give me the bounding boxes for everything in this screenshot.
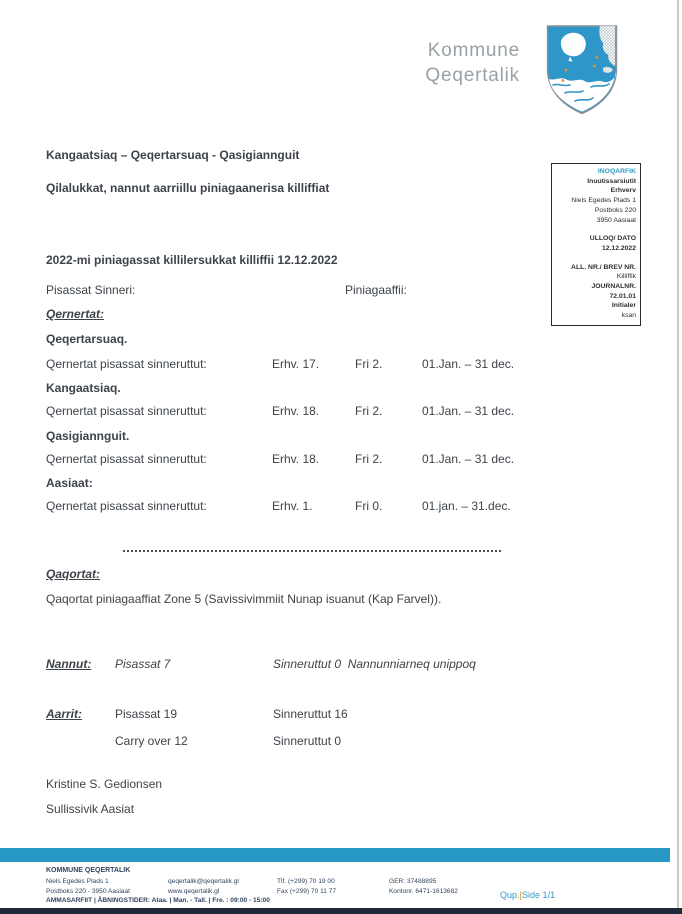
page-number-pipe: | [519,890,523,900]
letterhead-info-box [551,163,641,326]
quota-fri: Fri 2. [355,404,383,418]
footer-email: qeqertalik@qeqertalik.gl [168,878,239,885]
footer-org-name: KOMMUNE QEQERTALIK [46,867,131,874]
quota-period: 01.Jan. – 31 dec. [422,357,515,371]
quota-fri: Fri 2. [355,452,383,466]
footer-phone-line: Tlf. (+299) 70 19 00 [277,878,335,885]
quota-row [46,404,566,419]
page-right-edge [677,0,679,914]
info-initials-value: ksan [621,312,636,320]
col-label-right: Piniagaaffii: [345,283,407,297]
signature-name: Kristine S. Gedionsen [46,777,163,791]
qaqortat-text: Qaqortat piniagaaffiat Zone 5 (Savissivimmiit Nunap isuanut (Kap Farvel)). [46,592,442,606]
place-name: Qeqertarsuaq. [46,332,128,346]
info-address-line1: Niels Egedes Plads 1 [571,197,636,205]
page-number [500,890,650,900]
footer-address [46,877,130,896]
quota-period: 01.Jan. – 31 dec. [422,452,515,466]
info-ref-label: ALL. NR./ BREV NR. [571,263,636,271]
place-name: Aasiaat: [46,476,93,490]
footer-address-line2: Postboks 220 - 3950 Aasiaat [46,887,130,895]
place-name: Kangaatsiaq. [46,381,121,395]
signature-org: Sullissivik Aasiat [46,802,135,816]
doc-subtitle: 2022-mi piniagassat killilersukkat killiffii 12.12.2022 [46,253,338,267]
logo-line-1: Kommune [427,40,520,61]
section-heading-qernertat: Qernertat: [46,307,105,321]
info-address-line2: Postboks 220 [594,206,636,214]
quota-label: Qernertat pisassat sinneruttut: [46,357,207,371]
footer-account: Kontonr. 6471-1613682 [389,887,458,895]
footer-phone [277,877,336,896]
quota-row [46,357,566,372]
footer-fax-line: Fax (+299) 70 11 77 [277,887,337,895]
dotted-divider [123,550,501,552]
info-address-line3: 3950 Aasiaat [596,216,636,224]
footer-accent-bar [0,848,670,862]
municipality-crest-icon [545,23,619,116]
info-dept-line2: Erhverv [610,187,636,195]
info-date-value: 12.12.2022 [601,244,636,252]
quota-fri: Fri 2. [355,357,383,371]
nannut-sinneruttut: Sinneruttut 0 Nannunniarneq unippoq [273,657,476,671]
aarrit-sinneruttut-2: Sinneruttut 0 [273,734,342,748]
footer-opening-hours: AMMASARFIIT | ÅBNINGSTIDER: Ataa. | Man. - Tall. | Fre. : 09:00 - 15:00 [46,897,270,904]
quota-label: Qernertat pisassat sinneruttut: [46,499,207,513]
info-ref-value: Killiffik [616,273,636,281]
quota-label: Qernertat pisassat sinneruttut: [46,404,207,418]
col-label-left: Pisassat Sinneri: [46,283,136,297]
quota-period: 01.jan. – 31.dec. [422,499,511,513]
nannut-pisassat: Pisassat 7 [115,657,171,671]
info-date-label: ULLOQ/ DATO [589,235,636,243]
logo-line-2: Qeqertalik [425,65,520,86]
quota-row [46,452,566,467]
page-number-side: Side 1/1 [522,890,556,900]
info-title: INOQARFIK [597,168,636,175]
doc-title-line1: Kangaatsiaq – Qeqertarsuaq - Qasigiannguit [46,148,300,162]
place-name: Qasigiannguit. [46,429,130,443]
footer-web [168,877,239,896]
aarrit-pisassat: Pisassat 19 [115,707,178,721]
quota-erhv: Erhv. 18. [272,404,320,418]
quota-period: 01.Jan. – 31 dec. [422,404,515,418]
aarrit-row-1 [46,707,606,722]
info-initials-label: Initialer [611,302,636,310]
municipality-logo-text [368,38,520,88]
section-heading-qaqortat: Qaqortat: [46,567,100,581]
section-heading-aarrit: Aarrit: [46,707,83,721]
section-heading-nannut: Nannut: [46,657,92,671]
footer-registry [389,877,458,896]
info-journal-value: 72.01.01 [609,292,636,300]
page-number-qup: Qup. [500,890,520,900]
doc-title-line2: Qilalukkat, nannut aarriillu piniagaanerisa killiffiat [46,181,330,195]
aarrit-sinneruttut: Sinneruttut 16 [273,707,348,721]
quota-row [46,499,566,514]
quota-erhv: Erhv. 18. [272,452,320,466]
quota-fri: Fri 0. [355,499,383,513]
nannut-row [46,657,606,672]
window-bottom-strip [0,908,682,914]
footer-address-line1: Niels Egedes Plads 1 [46,878,109,885]
info-journal-label: JOURNALNR. [591,283,636,291]
aarrit-carryover: Carry over 12 [115,734,188,748]
quota-erhv: Erhv. 17. [272,357,320,371]
info-dept-line1: Inuutissarsiutit [587,177,636,185]
footer-website: www.qeqertalik.gl [168,887,220,895]
footer-ger: GER: 37488895 [389,878,437,885]
quota-erhv: Erhv. 1. [272,499,313,513]
quota-label: Qernertat pisassat sinneruttut: [46,452,207,466]
aarrit-row-2 [46,734,606,749]
